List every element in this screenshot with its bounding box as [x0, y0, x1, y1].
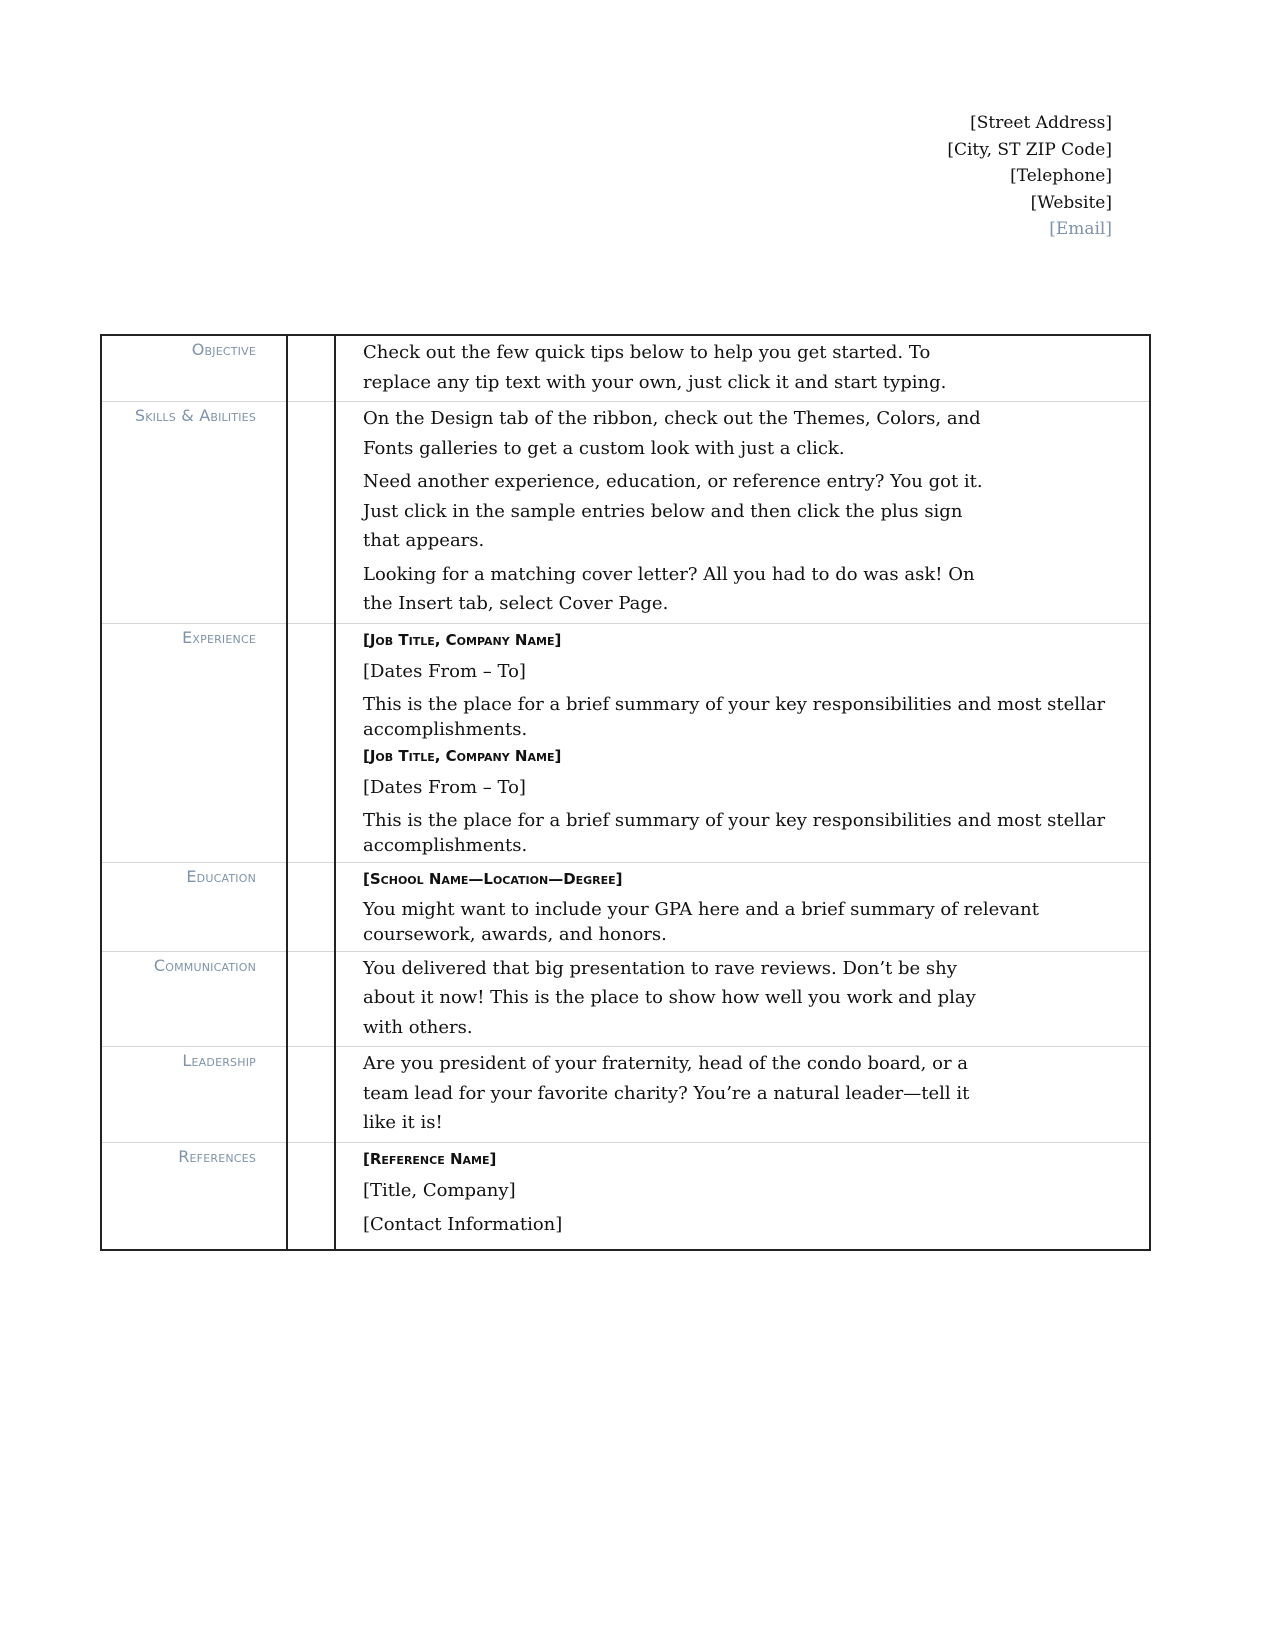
contact-block — [947, 110, 1112, 243]
section-education — [101, 862, 1150, 951]
communication-text[interactable]: You delivered that big presentation to rave reviews. Don’t be shy about it now! This is the place to show how well you work and play with others. — [363, 957, 976, 1038]
skills-tip-3[interactable]: Looking for a matching cover letter? All you had to do was ask! On the Insert tab, select Cover Page. — [363, 563, 975, 614]
section-objective — [101, 335, 1150, 402]
job-summary[interactable]: This is the place for a brief summary of your key responsibilities and most stellar accomplishments. — [363, 809, 1106, 856]
experience-entry — [363, 628, 1137, 742]
reference-name[interactable]: [Reference Name] — [363, 1149, 497, 1168]
section-leadership — [101, 1047, 1150, 1143]
education-summary[interactable]: You might want to include your GPA here and a brief summary of relevant coursework, awards, and honors. — [363, 898, 1039, 945]
telephone: [Telephone] — [1010, 166, 1112, 186]
section-label-skills: Skills & Abilities — [134, 406, 256, 425]
section-label-leadership: Leadership — [182, 1051, 256, 1070]
resume-table — [100, 334, 1151, 1251]
skills-tip-1[interactable]: On the Design tab of the ribbon, check out the Themes, Colors, and Fonts galleries to get a custom look with just a click. — [363, 408, 981, 459]
section-label-objective: Objective — [191, 340, 256, 359]
website: [Website] — [1030, 192, 1112, 213]
job-dates[interactable]: [Dates From – To] — [363, 660, 526, 682]
reference-title-company[interactable]: [Title, Company] — [363, 1179, 516, 1201]
section-label-experience: Experience — [182, 627, 256, 647]
job-title-company[interactable]: [Job Title, Company Name] — [363, 746, 562, 765]
section-label-communication: Communication — [153, 955, 256, 975]
job-title-company[interactable]: [Job Title, Company Name] — [363, 630, 562, 649]
section-label-references: References — [178, 1146, 256, 1166]
skills-tip-2[interactable]: Need another experience, education, or reference entry? You got it. Just click in the sample entries below and then click the plus sign that appears. — [363, 471, 983, 551]
section-label-education: Education — [186, 866, 256, 886]
objective-text[interactable]: Check out the few quick tips below to help you get started. To replace any tip text with your own, just click it and start typing. — [363, 342, 947, 393]
city-state-zip: [City, ST ZIP Code] — [947, 139, 1112, 160]
section-communication — [101, 951, 1150, 1047]
section-references — [101, 1142, 1150, 1250]
section-skills — [101, 402, 1150, 624]
street-address: [Street Address] — [970, 113, 1112, 133]
reference-contact-info[interactable]: [Contact Information] — [363, 1213, 563, 1235]
experience-entry — [363, 744, 1137, 858]
job-dates[interactable]: [Dates From – To] — [363, 776, 526, 798]
section-experience — [101, 623, 1150, 862]
email-link[interactable]: [Email] — [1049, 219, 1112, 239]
leadership-text[interactable]: Are you president of your fraternity, head of the condo board, or a team lead for your favorite charity? You’re a natural leader—tell it like it is! — [363, 1053, 970, 1133]
job-summary[interactable]: This is the place for a brief summary of your key responsibilities and most stellar accomplishments. — [363, 693, 1106, 740]
school-name-location-degree[interactable]: [School Name—Location—Degree] — [363, 869, 623, 888]
